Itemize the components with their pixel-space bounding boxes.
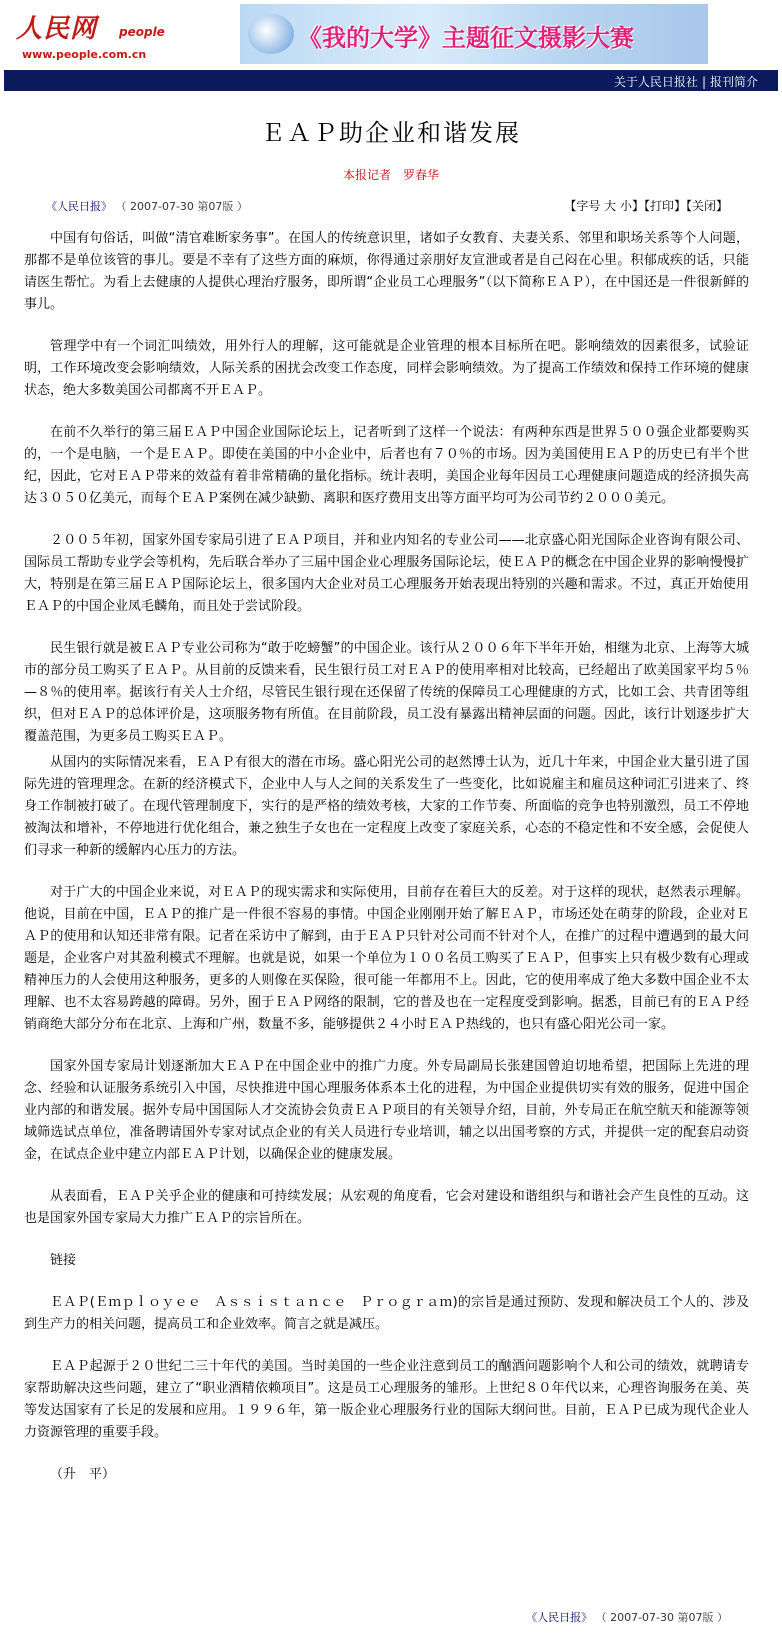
logo-url: www.people.com.cn	[22, 48, 147, 61]
article-paragraph: 从表面看，ＥＡＰ关乎企业的健康和可持续发展；从宏观的角度看，它会对建设和谐组织与和谐社会产生良性的互动。这也是国家外国专家局大力推广ＥＡＰ的宗旨所在。	[24, 1189, 749, 1226]
nav-links	[614, 73, 758, 90]
article-body	[24, 228, 749, 1506]
date-edition: （ 2007-07-30 第07版 ）	[115, 200, 248, 213]
people-daily-logo[interactable]	[14, 6, 214, 66]
article-tools	[564, 197, 728, 214]
article-footer	[526, 1609, 728, 1625]
link-section-heading: 链接	[50, 1253, 77, 1268]
site-header	[4, 0, 778, 70]
article-paragraph: 从国内的实际情况来看，ＥＡＰ有很大的潜在市场。盛心阳光公司的赵然博士认为，近几十年来，中国企业大量引进了国际先进的管理理念。在新的经济模式下，企业中人与人之间的关系发生了一些变化，比如说雇主和雇员这种词汇引进来了、终身工作制被打破了。在现代管理制度下，实行的是严格的绩效考核，大家的工作节奏、所面临的竞争也特别激烈，员工不停地被淘汰和增补，不停地进行优化组合，兼之独生子女也在一定程度上改变了家庭关系，心态的不稳定性和不安全感，会促使人们寻求一种新的缓解内心压力的方法。	[24, 755, 749, 858]
banner-text: 《我的大学》主题征文摄影大赛	[298, 24, 634, 52]
article-paragraph: 国家外国专家局计划逐渐加大ＥＡＰ在中国企业中的推广力度。外专局副局长张建国曾迫切地希望，把国际上先进的理念、经验和认证服务系统引入中国，尽快推进中国心理服务体系本土化的进程，为中国企业提供切实有效的服务，促进中国企业内部的和谐发展。据外专局中国国际人才交流协会负责ＥＡＰ项目的有关领导介绍，目前，外专局正在航空航天和能源等领域筛选试点单位，准备聘请国外专家对试点企业的有关人员进行专业培训，辅之以出国考察的方式，并提供一定的配套启动资金，在试点企业中建立内部ＥＡＰ计划，以确保企业的健康发展。	[24, 1059, 749, 1162]
nav-link-about[interactable]: 关于人民日报社	[613, 75, 698, 89]
font-size-control[interactable]: 【字号 大 小】	[564, 199, 644, 213]
article-meta	[46, 198, 248, 214]
contest-banner[interactable]	[240, 4, 708, 64]
article-byline: 本报记者 罗春华	[342, 168, 439, 182]
nav-link-intro[interactable]: 报刊简介	[709, 75, 758, 89]
article-paragraph: ２００５年初，国家外国专家局引进了ＥＡＰ项目，并和业内知名的专业公司——北京盛心阳光国际企业咨询有限公司、国际员工帮助专业学会等机构，先后联合举办了三届中国企业心理服务国际论坛，使ＥＡＰ的概念在中国企业界的影响慢慢扩大，特别是在第三届ＥＡＰ国际论坛上，很多国内大企业对员工心理服务开始表现出特别的兴趣和需求。不过，真正开始使用ＥＡＰ的中国企业凤毛麟角，而且处于尝试阶段。	[24, 533, 749, 614]
heart-globe-icon	[248, 14, 294, 54]
nav-separator: |	[701, 75, 706, 89]
footer-source-link[interactable]: 《人民日报》	[526, 1611, 593, 1624]
print-link[interactable]: 【打印】	[643, 199, 686, 213]
source-link[interactable]: 《人民日报》	[46, 200, 112, 213]
logo-sub: people	[119, 25, 165, 39]
top-nav-bar	[4, 70, 778, 91]
article-paragraph: 在前不久举行的第三届ＥＡＰ中国企业国际论坛上，记者听到了这样一个说法：有两种东西是世界５００强企业都要购买的，一个是电脑，一个是ＥＡＰ。即使在美国的中小企业中，后者也有７０％的市场。因为美国使用ＥＡＰ的历史已有半个世纪，因此，它对ＥＡＰ带来的效益有着非常精确的量化指标。统计表明，美国企业每年因员工心理健康问题造成的经济损失高达３０５０亿美元，而每个ＥＡＰ案例在减少缺勤、离职和医疗费用支出等方面平均可为公司节约２０００美元。	[24, 425, 749, 506]
article-paragraph: 管理学中有一个词汇叫绩效，用外行人的理解，这可能就是企业管理的根本目标所在吧。影响绩效的因素很多，试验证明，工作环境改变会影响绩效，人际关系的困扰会改变工作态度，同样会影响绩效。为了提高工作绩效和保持工作环境的健康状态，绝大多数美国公司都离不开ＥＡＰ。	[24, 339, 749, 398]
logo-text: 人民网	[16, 14, 98, 44]
close-link[interactable]: 【关闭】	[685, 199, 728, 213]
article-author: （升 平）	[50, 1467, 116, 1482]
article-paragraph: ＥＡＰ起源于２０世纪二三十年代的美国。当时美国的一些企业注意到员工的酗酒问题影响个人和公司的绩效，就聘请专家帮助解决这些问题，建立了“职业酒精依赖项目”。这是员工心理服务的雏形。上世纪８０年代以来，心理咨询服务在美、英等发达国家有了长足的发展和应用。１９９６年，第一版企业心理服务行业的国际大纲问世。目前，ＥＡＰ已成为现代企业人力资源管理的重要手段。	[24, 1359, 749, 1440]
article-paragraph: ＥＡＰ(Ｅｍｐｌｏｙｅｅ Ａｓｓｉｓｔａｎｃｅ Ｐｒｏｇｒａｍ)的宗旨是通过预防、发现和解决员工个人的、涉及到生产力的相关问题，提高员工和企业效率。简言之就是减压。	[24, 1295, 749, 1332]
article-paragraph: 对于广大的中国企业来说，对ＥＡＰ的现实需求和实际使用，目前存在着巨大的反差。对于这样的现状，赵然表示理解。他说，目前在中国，ＥＡＰ的推广是一件很不容易的事情。中国企业刚刚开始了解ＥＡＰ，市场还处在萌芽的阶段，企业对ＥＡＰ的使用和认知还非常有限。记者在采访中了解到，由于ＥＡＰ只针对公司而不针对个人，在推广的过程中遭遇到的最大问题是，企业客户对其盈利模式不理解。也就是说，如果一个单位为１００名员工购买了ＥＡＰ，但事实上只有极少数有心理或精神压力的人会使用这种服务，更多的人则像在买保险，很可能一年都用不上。因此，它的使用率成了绝大多数中国企业不太理解、也不太容易跨越的障碍。另外，囿于ＥＡＰ网络的限制，它的普及也在一定程度受到影响。据悉，目前已有的ＥＡＰ经销商绝大部分分布在北京、上海和广州，数量不多，能够提供２４小时ＥＡＰ热线的，也只有盛心阳光公司一家。	[24, 885, 749, 1032]
article-title: ＥＡＰ助企业和谐发展	[261, 119, 521, 147]
article-paragraph: 中国有句俗话，叫做“清官难断家务事”。在国人的传统意识里，诸如子女教育、夫妻关系、邻里和职场关系等个人问题，那都不是单位该管的事儿。要是不幸有了这些方面的麻烦，你得通过亲朋好友宣泄或者是自己闷在心里。积郁成疾的话，只能请医生帮忙。为看上去健康的人提供心理治疗服务，即所谓“企业员工心理服务”（以下简称ＥＡＰ），在中国还是一件很新鲜的事儿。	[24, 231, 749, 312]
article-paragraph: 民生银行就是被ＥＡＰ专业公司称为“敢于吃螃蟹”的中国企业。该行从２００６年下半年开始，相继为北京、上海等大城市的部分员工购买了ＥＡＰ。从目前的反馈来看，民生银行员工对ＥＡＰ的使用率相对比较高，已经超出了欧美国家平均５％—８％的使用率。据该行有关人士介绍，尽管民生银行现在还保留了传统的保障员工心理健康的方式，比如工会、共青团等组织，但对ＥＡＰ的总体评价是，这项服务物有所值。在目前阶段，员工没有暴露出精神层面的问题。因此，该行计划逐步扩大覆盖范围，为更多员工购买ＥＡＰ。	[24, 641, 749, 744]
footer-date-edition: （ 2007-07-30 第07版 ）	[595, 1611, 728, 1624]
